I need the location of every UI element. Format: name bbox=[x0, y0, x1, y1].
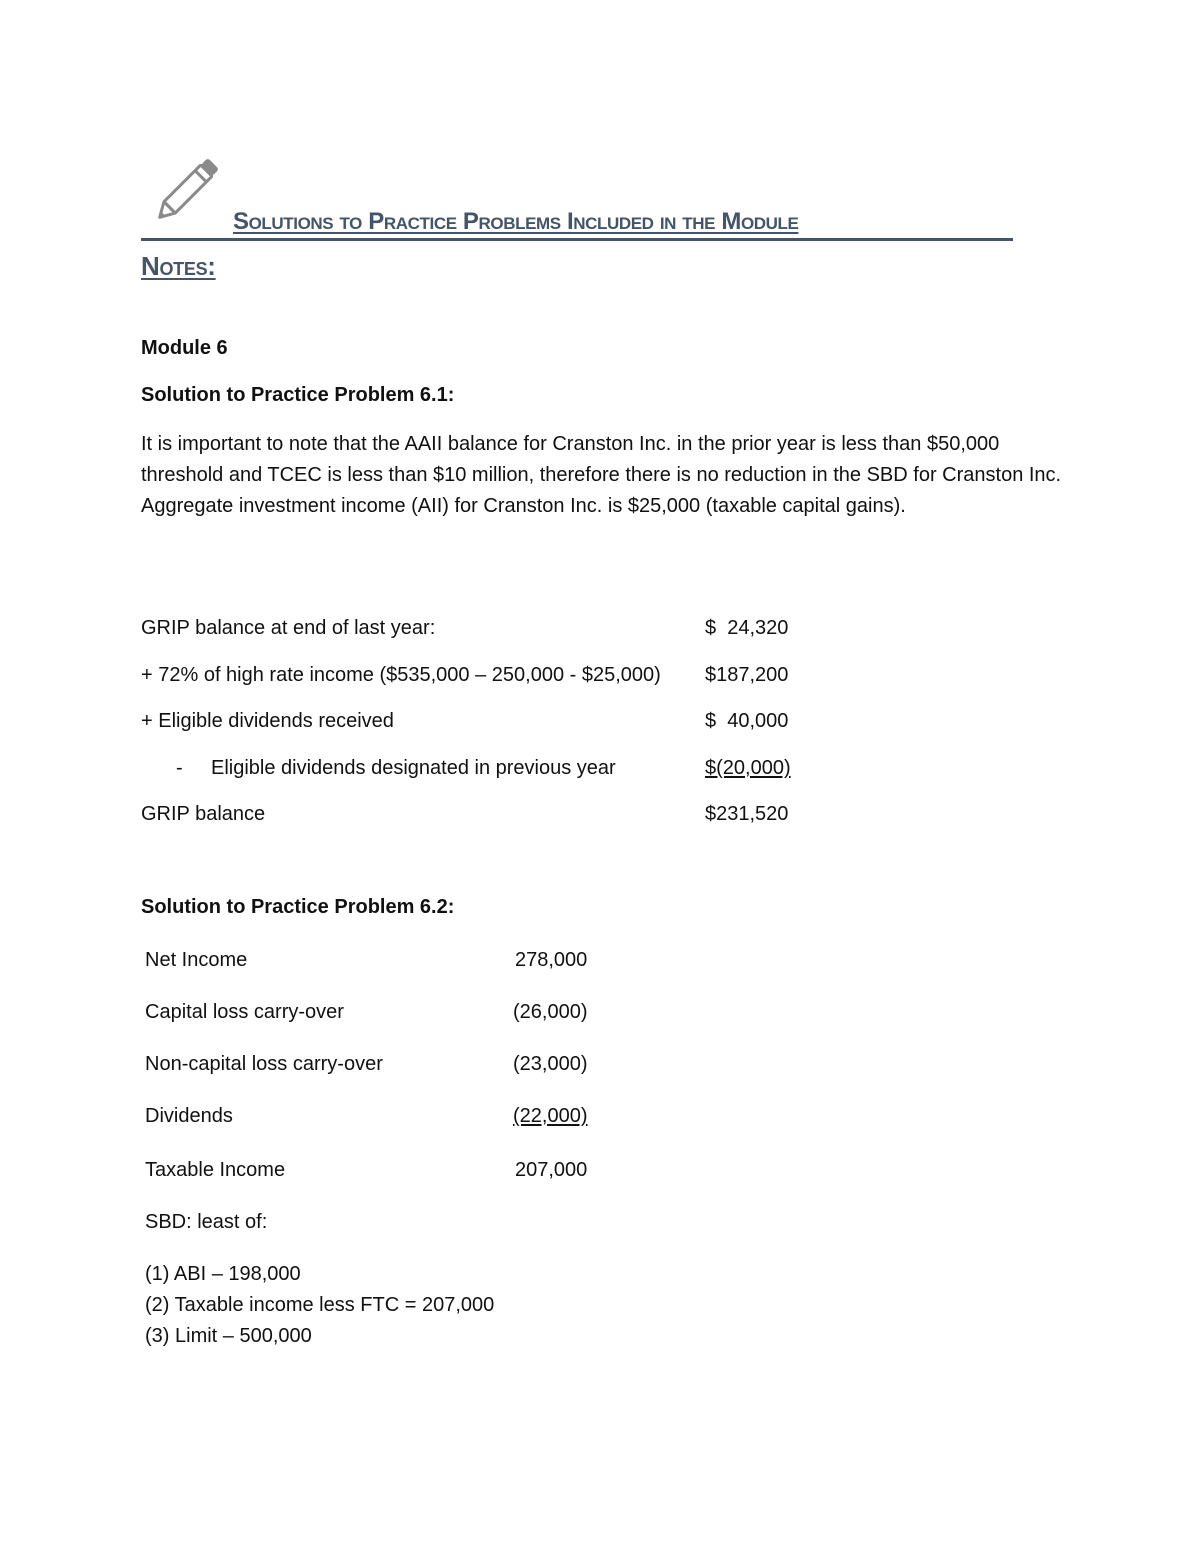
income-row-value: (23,000) bbox=[513, 1053, 588, 1075]
problem-6-2-heading: Solution to Practice Problem 6.2: bbox=[141, 896, 455, 918]
module-heading: Module 6 bbox=[141, 337, 228, 359]
pencil-icon bbox=[146, 148, 230, 230]
income-row-value: (22,000) bbox=[513, 1105, 588, 1127]
income-row-label: Net Income bbox=[145, 949, 248, 971]
grip-row-label: + Eligible dividends received bbox=[141, 710, 394, 732]
taxable-income-value: 207,000 bbox=[515, 1159, 588, 1181]
taxable-income-label: Taxable Income bbox=[145, 1159, 286, 1181]
income-row-label: Capital loss carry-over bbox=[145, 1001, 344, 1023]
grip-row-bullet: - bbox=[176, 757, 183, 779]
grip-row-label: GRIP balance at end of last year: bbox=[141, 617, 436, 639]
title-rule bbox=[141, 238, 1013, 241]
problem-6-1-heading: Solution to Practice Problem 6.1: bbox=[141, 384, 455, 406]
notes-label: Notes: bbox=[141, 251, 216, 281]
income-row-value: 278,000 bbox=[515, 949, 588, 971]
sbd-item: (2) Taxable income less FTC = 207,000 bbox=[145, 1294, 495, 1316]
problem-6-1-paragraph: It is important to note that the AAII balance for Cranston Inc. in the prior year is less than $50,000 threshold and TCEC is less than $10 million, therefore there is no reduction in the SBD for Cranston Inc. Aggregate investment income (AII) for Cranston Inc. is $25,000 (taxable capital gains). bbox=[141, 433, 1062, 517]
grip-row-value: $187,200 bbox=[705, 664, 789, 686]
grip-row-value: $ 40,000 bbox=[705, 710, 789, 732]
income-row-value: (26,000) bbox=[513, 1001, 588, 1023]
sbd-item: (1) ABI – 198,000 bbox=[145, 1263, 301, 1285]
grip-row-label: Eligible dividends designated in previous year bbox=[211, 757, 616, 779]
income-row-label: Non-capital loss carry-over bbox=[145, 1053, 383, 1075]
page-title: Solutions to Practice Problems Included in the Module bbox=[233, 208, 799, 235]
grip-row-value: $(20,000) bbox=[705, 757, 791, 779]
grip-total-label: GRIP balance bbox=[141, 803, 266, 825]
income-row-label: Dividends bbox=[145, 1105, 233, 1127]
sbd-item: (3) Limit – 500,000 bbox=[145, 1325, 312, 1347]
grip-row-value: $ 24,320 bbox=[705, 617, 789, 639]
grip-row-label: + 72% of high rate income ($535,000 – 250,000 - $25,000) bbox=[141, 664, 661, 686]
sbd-heading: SBD: least of: bbox=[145, 1211, 268, 1233]
grip-total-value: $231,520 bbox=[705, 803, 789, 825]
